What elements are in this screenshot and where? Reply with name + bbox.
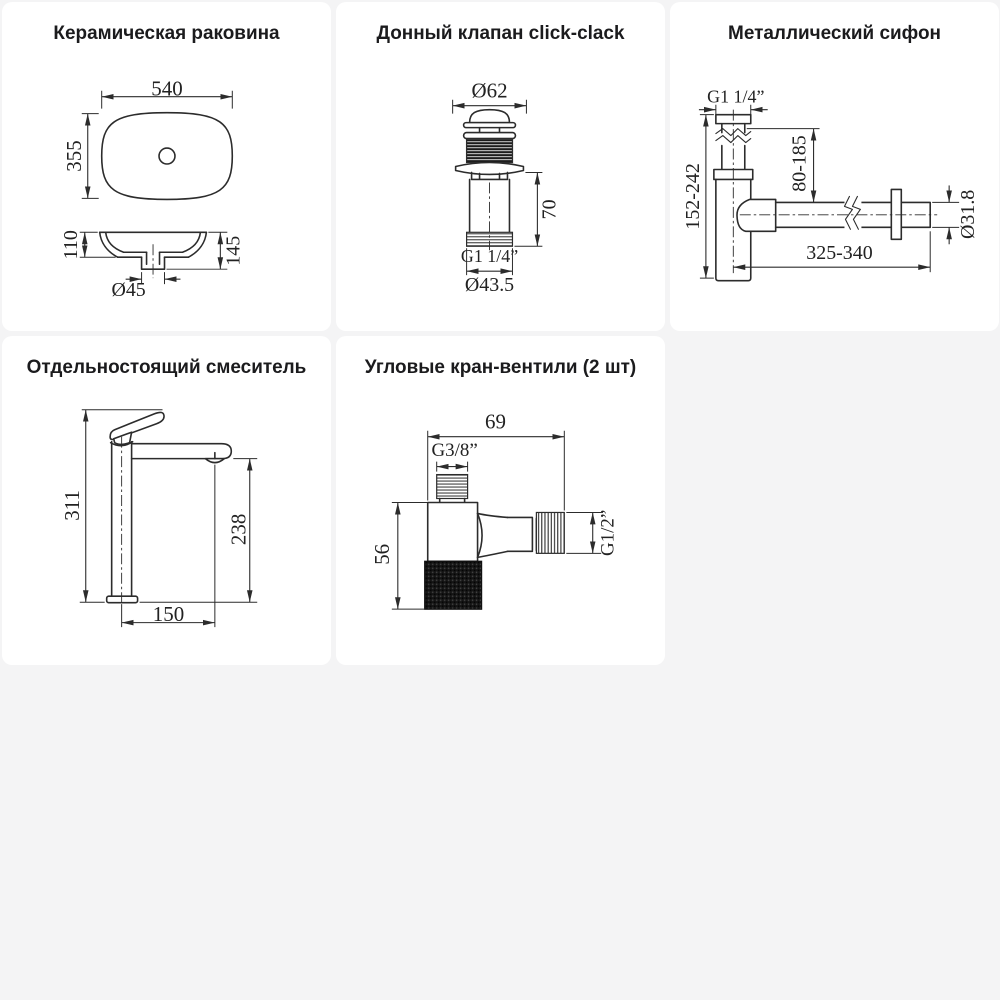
dim-355-label: 355 [61, 140, 86, 172]
dim-drain-label: Ø45 [111, 279, 146, 302]
dim-540-label: 540 [151, 76, 183, 101]
dim-110-label: 110 [59, 230, 82, 260]
dim-siphon-thread-label: G1 1/4” [707, 86, 765, 107]
dim-length-range-label: 325-340 [806, 242, 873, 265]
dim-total-height-label: 311 [59, 490, 84, 521]
dim-cap-diameter-label: Ø62 [471, 78, 508, 103]
dim-reach-label: 150 [152, 602, 185, 627]
sink-top-view-drawing [62, 77, 233, 200]
panel-ceramic-sink [2, 2, 331, 331]
dim-spout-height-label: 238 [226, 513, 251, 546]
angle-valve-drawing [370, 410, 619, 609]
mixer-drawing [60, 410, 257, 627]
dim-height-label: 70 [538, 199, 561, 220]
panel-mixer [2, 336, 331, 665]
dim-outlet-thread-label: G1/2” [597, 509, 619, 557]
dim-height-range-label: 152-242 [681, 163, 704, 230]
panel-siphon [670, 2, 999, 331]
siphon-drawing [682, 87, 979, 281]
panel-title-angle-valve: Угловые кран-вентили (2 шт) [364, 356, 637, 378]
panel-angle-valve [336, 336, 665, 665]
dim-pipe-diameter-label: Ø31.8 [957, 189, 980, 239]
panel-title-mixer: Отдельностоящий смеситель [26, 356, 307, 378]
panel-title-siphon: Металлический сифон [728, 22, 941, 44]
panel-title-drain-valve: Донный клапан click-clack [376, 22, 625, 44]
dim-inlet-thread-label: G3/8” [431, 440, 478, 462]
drain-valve-drawing [453, 79, 561, 296]
dim-145-label: 145 [222, 235, 245, 266]
dim-riser-range-label: 80-185 [788, 135, 811, 192]
panel-drain-valve [336, 2, 665, 331]
sink-side-view-drawing [60, 230, 245, 301]
dim-thread-label: G1 1/4” [460, 246, 519, 267]
dim-body-diameter-label: Ø43.5 [464, 274, 515, 297]
dim-valve-height-label: 56 [369, 543, 394, 565]
panel-title-sink: Керамическая раковина [53, 22, 280, 44]
dim-width-label: 69 [485, 409, 506, 434]
